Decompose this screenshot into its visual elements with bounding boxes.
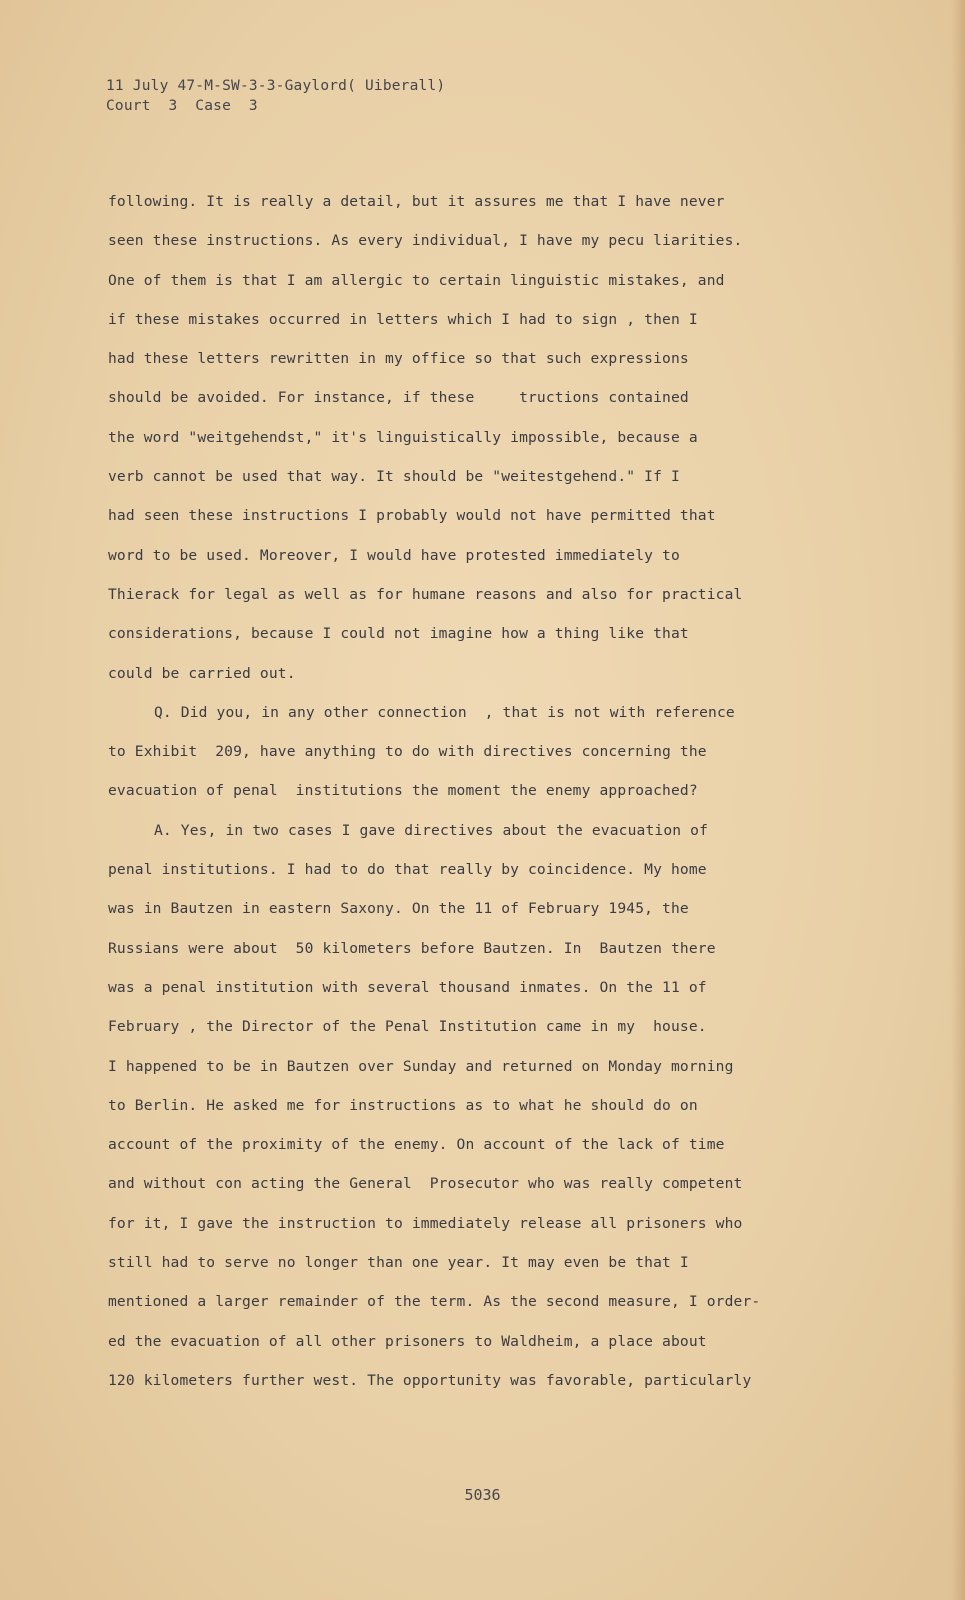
text-line: to Berlin. He asked me for instructions as to what he should do on bbox=[108, 1096, 698, 1114]
answer-line: A. Yes, in two cases I gave directives about the evacuation of bbox=[154, 821, 709, 839]
text-line: had these letters rewritten in my office so that such expressions bbox=[108, 350, 689, 368]
text-line: February , the Director of the Penal Institution came in my house. bbox=[108, 1018, 707, 1036]
text-line: to Exhibit 209, have anything to do with directives concerning the bbox=[108, 743, 707, 761]
text-line: still had to serve no longer than one year. It may even be that I bbox=[108, 1254, 689, 1272]
text-line: ed the evacuation of all other prisoners to Waldheim, a place about bbox=[108, 1332, 707, 1350]
header-session-line: 11 July 47-M-SW-3-3-Gaylord( Uiberall) bbox=[106, 78, 446, 94]
text-line: considerations, because I could not imagine how a thing like that bbox=[108, 625, 689, 643]
text-line: evacuation of penal institutions the moment the enemy approached? bbox=[108, 782, 698, 800]
text-line: the word "weitgehendst," it's linguistically impossible, because a bbox=[108, 428, 698, 446]
page-edge-shadow bbox=[951, 0, 965, 1600]
text-line: was in Bautzen in eastern Saxony. On the 11 of February 1945, the bbox=[108, 900, 689, 918]
text-line: mentioned a larger remainder of the term. As the second measure, I order- bbox=[108, 1293, 761, 1311]
text-line: verb cannot be used that way. It should be "weitestgehend." If I bbox=[108, 468, 680, 486]
text-line: if these mistakes occurred in letters which I had to sign , then I bbox=[108, 310, 698, 328]
header-court-line: Court 3 Case 3 bbox=[106, 98, 258, 114]
page-number: 5036 bbox=[464, 1486, 501, 1504]
text-line: had seen these instructions I probably would not have permitted that bbox=[108, 507, 716, 525]
text-line: penal institutions. I had to do that really by coincidence. My home bbox=[108, 861, 707, 879]
text-line: I happened to be in Bautzen over Sunday and returned on Monday morning bbox=[108, 1057, 734, 1075]
text-line: could be carried out. bbox=[108, 664, 296, 682]
text-line: account of the proximity of the enemy. On account of the lack of time bbox=[108, 1136, 725, 1154]
text-line: and without con acting the General Prosecutor who was really competent bbox=[108, 1175, 743, 1193]
text-line: Russians were about 50 kilometers before Bautzen. In Bautzen there bbox=[108, 939, 716, 957]
text-line: was a penal institution with several thousand inmates. On the 11 of bbox=[108, 978, 707, 996]
question-line: Q. Did you, in any other connection , that is not with reference bbox=[154, 703, 735, 721]
text-line: word to be used. Moreover, I would have protested immediately to bbox=[108, 546, 680, 564]
text-line: Thierack for legal as well as for humane reasons and also for practical bbox=[108, 585, 743, 603]
document-header bbox=[106, 76, 445, 116]
transcript-body bbox=[108, 192, 868, 1410]
text-line: seen these instructions. As every individual, I have my pecu liarities. bbox=[108, 232, 743, 250]
text-line: following. It is really a detail, but it assures me that I have never bbox=[108, 193, 725, 210]
text-line: for it, I gave the instruction to immediately release all prisoners who bbox=[108, 1214, 743, 1232]
text-line: should be avoided. For instance, if these tructions contained bbox=[108, 389, 689, 407]
text-line: 120 kilometers further west. The opportunity was favorable, particularly bbox=[108, 1371, 752, 1389]
text-line: One of them is that I am allergic to certain linguistic mistakes, and bbox=[108, 271, 725, 289]
